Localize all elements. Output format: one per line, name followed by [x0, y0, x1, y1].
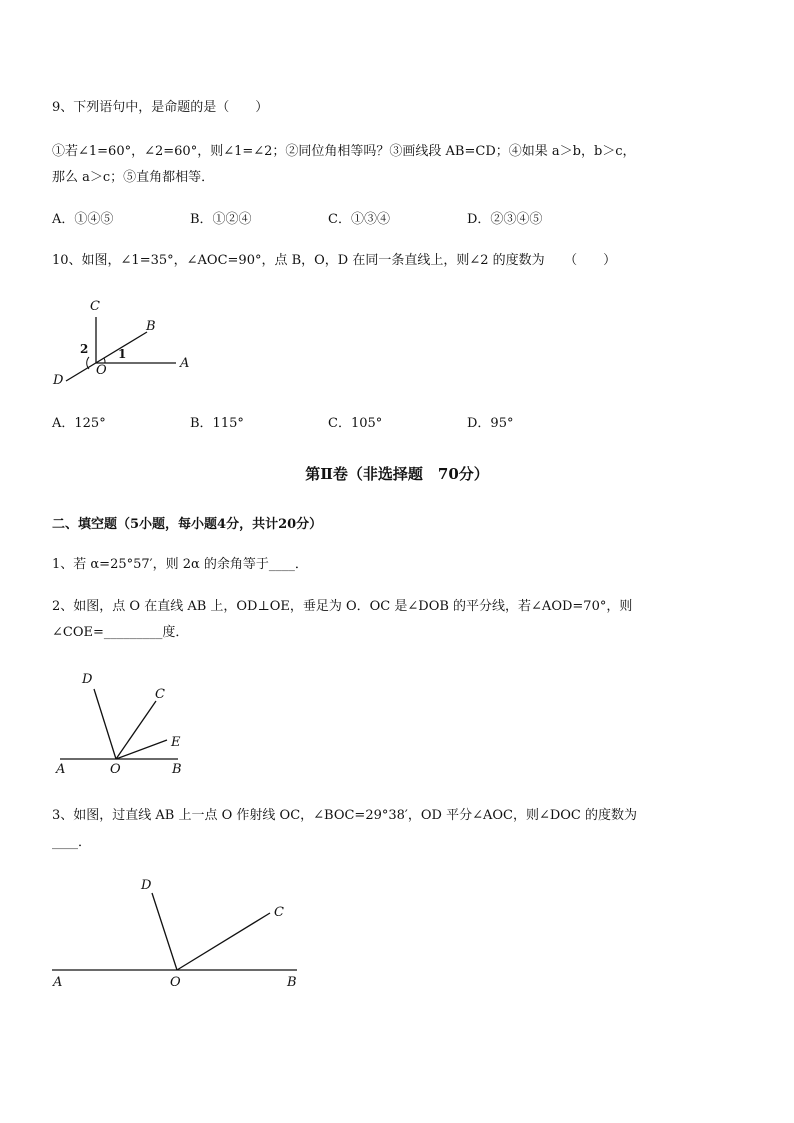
ray-od — [94, 689, 116, 759]
label-o: O — [110, 762, 121, 777]
ray-oc — [177, 913, 270, 970]
q9-stem: 9、下列语句中，是命题的是（ ） — [52, 100, 269, 115]
label-b: B — [287, 975, 297, 990]
q9-option-a: A．①④⑤ — [52, 212, 114, 227]
part2-heading: 第Ⅱ卷（非选择题 70分） — [305, 465, 489, 483]
label-d: D — [53, 373, 64, 388]
q9-body-line2: 那么 a＞c；⑤直角都相等． — [52, 170, 215, 185]
ray-oe — [116, 740, 167, 759]
label-c: C — [274, 905, 284, 920]
f3-line1: 3、如图，过直线 AB 上一点 O 作射线 OC，∠BOC=29°38′，OD 平分∠AOC，则∠DOC 的度数为 — [52, 808, 638, 823]
label-o: O — [96, 363, 107, 378]
label-c: C — [155, 687, 165, 702]
section2-title: 二、填空题（5小题，每小题4分，共计20分） — [52, 517, 323, 532]
q10-option-d: D．95° — [467, 416, 514, 431]
label-d: D — [82, 672, 93, 687]
q10-figure — [52, 299, 189, 388]
label-c: C — [90, 299, 100, 314]
label-angle2: 2 — [80, 342, 89, 356]
f2-line2: ∠COE=_________度． — [52, 625, 189, 640]
f3-figure — [52, 878, 297, 990]
q10-stem: 10、如图，∠1=35°，∠AOC=90°，点 B，O，D 在同一条直线上，则∠2 的度数为 （ ） — [52, 253, 617, 268]
q9-option-c: C．①③④ — [328, 212, 390, 227]
q10-option-a: A．125° — [52, 416, 106, 431]
label-angle1: 1 — [118, 347, 127, 361]
label-b: B — [172, 762, 182, 777]
q9-option-b: B．①②④ — [190, 212, 252, 227]
label-e: E — [171, 735, 181, 750]
f2-figure — [55, 672, 182, 777]
ray-oc — [116, 701, 156, 759]
ray-od — [152, 893, 177, 970]
f3-line2: ____． — [52, 835, 92, 850]
label-b: B — [146, 319, 156, 334]
label-a: A — [56, 762, 66, 777]
label-o: O — [170, 975, 181, 990]
q9-body-line1: ①若∠1=60°，∠2=60°，则∠1=∠2；②同位角相等吗？③画线段 AB=CD；④如果 a＞b，b＞c， — [52, 144, 636, 159]
label-d: D — [141, 878, 152, 893]
label-a: A — [180, 356, 190, 371]
q9-option-d: D．②③④⑤ — [467, 212, 543, 227]
q10-option-c: C．105° — [328, 416, 383, 431]
f2-line1: 2、如图，点 O 在直线 AB 上，OD⊥OE，垂足为 O．OC 是∠DOB 的平分线，若∠AOD=70°，则 — [52, 599, 633, 614]
q10-option-b: B．115° — [190, 416, 244, 431]
label-a: A — [53, 975, 63, 990]
f1-text: 1、若 α=25°57′，则 2α 的余角等于____． — [52, 557, 308, 572]
